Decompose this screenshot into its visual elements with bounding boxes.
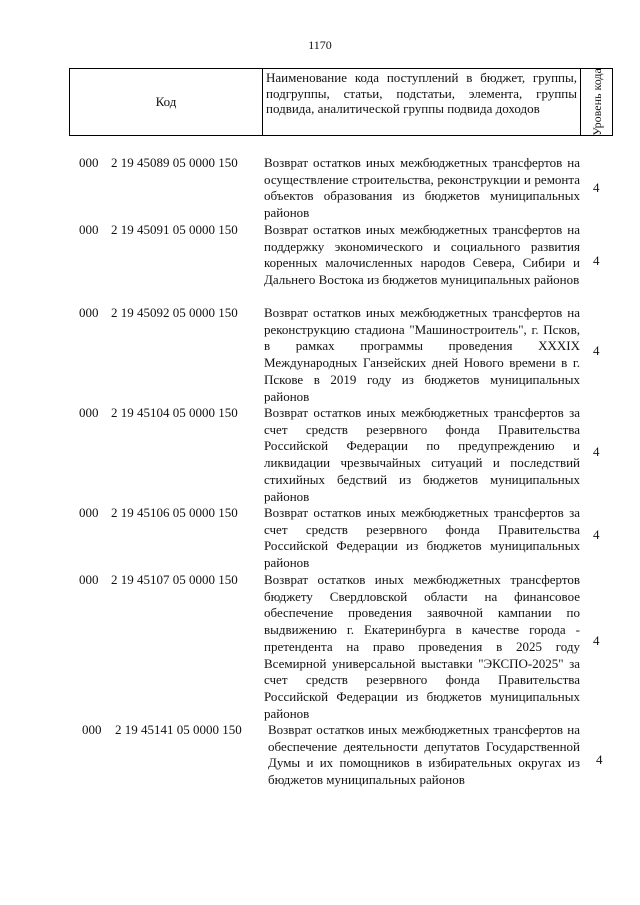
admin-code: 000 bbox=[79, 155, 99, 170]
admin-code: 000 bbox=[79, 305, 99, 320]
income-code: 2 19 45141 05 0000 150 bbox=[115, 722, 242, 737]
code-level: 4 bbox=[593, 444, 600, 459]
code-level: 4 bbox=[593, 180, 600, 195]
code-level: 4 bbox=[596, 752, 603, 767]
income-code: 2 19 45091 05 0000 150 bbox=[111, 222, 238, 237]
table-header bbox=[69, 68, 613, 136]
code-level: 4 bbox=[593, 527, 600, 542]
income-code: 2 19 45089 05 0000 150 bbox=[111, 155, 238, 170]
income-name: Возврат остатков иных межбюджетных трансфертов на обеспечение деятельности депутатов Государственной Думы и их помощников в избирательных округах из бюджетов муниципальных районов bbox=[268, 722, 580, 788]
income-code: 2 19 45104 05 0000 150 bbox=[111, 405, 238, 420]
admin-code: 000 bbox=[79, 505, 99, 520]
header-level bbox=[581, 69, 612, 135]
code-level: 4 bbox=[593, 343, 600, 358]
income-name: Возврат остатков иных межбюджетных трансфертов на осуществление строительства, реконструкции и ремонта объектов образования из бюджетов муниципальных районов bbox=[264, 155, 580, 221]
admin-code: 000 bbox=[79, 405, 99, 420]
income-code: 2 19 45107 05 0000 150 bbox=[111, 572, 238, 587]
page-number: 1170 bbox=[308, 38, 332, 52]
admin-code: 000 bbox=[79, 222, 99, 237]
income-name: Возврат остатков иных межбюджетных трансфертов на поддержку экономического и социального развития коренных малочисленных народов Севера, Сибири и Дальнего Востока из бюджетов муниципальных районов bbox=[264, 222, 580, 288]
code-level: 4 bbox=[593, 633, 600, 648]
income-name: Возврат остатков иных межбюджетных трансфертов за счет средств резервного фонда Правительства Российской Федерации по предупреждению и ликвидации чрезвычайных ситуаций и последствий стихийных бедствий из бюджетов муниципальных районов bbox=[264, 405, 580, 504]
income-code: 2 19 45092 05 0000 150 bbox=[111, 305, 238, 320]
admin-code: 000 bbox=[82, 722, 102, 737]
income-name: Возврат остатков иных межбюджетных трансфертов на реконструкцию стадиона "Машиностроитель", г. Псков, в рамках программы проведения XXXIX Международных Ганзейских дней Нового времени в г. Пскове в 2019 году из бюджетов муниципальных районов bbox=[264, 305, 580, 404]
code-level: 4 bbox=[593, 253, 600, 268]
header-level-label: Уровень кода bbox=[589, 68, 604, 136]
header-code: Код bbox=[70, 69, 263, 135]
income-name: Возврат остатков иных межбюджетных трансфертов бюджету Свердловской области на финансовое обеспечение проведения заявочной кампании по выдвижению г. Екатеринбурга в качестве города - претендента на право проведения в 2025 году Всемирной универсальной выставки "ЭКСПО-2025" за счет средств резервного фонда Правительства Российской Федерации из бюджетов муниципальных районов bbox=[264, 572, 580, 721]
income-name: Возврат остатков иных межбюджетных трансфертов за счет средств резервного фонда Правительства Российской Федерации из бюджетов муниципальных районов bbox=[264, 505, 580, 571]
header-name: Наименование кода поступлений в бюджет, группы, подгруппы, статьи, подстатьи, элемента, группы подвида, аналитической группы подвида доходов bbox=[263, 69, 581, 135]
admin-code: 000 bbox=[79, 572, 99, 587]
income-code: 2 19 45106 05 0000 150 bbox=[111, 505, 238, 520]
